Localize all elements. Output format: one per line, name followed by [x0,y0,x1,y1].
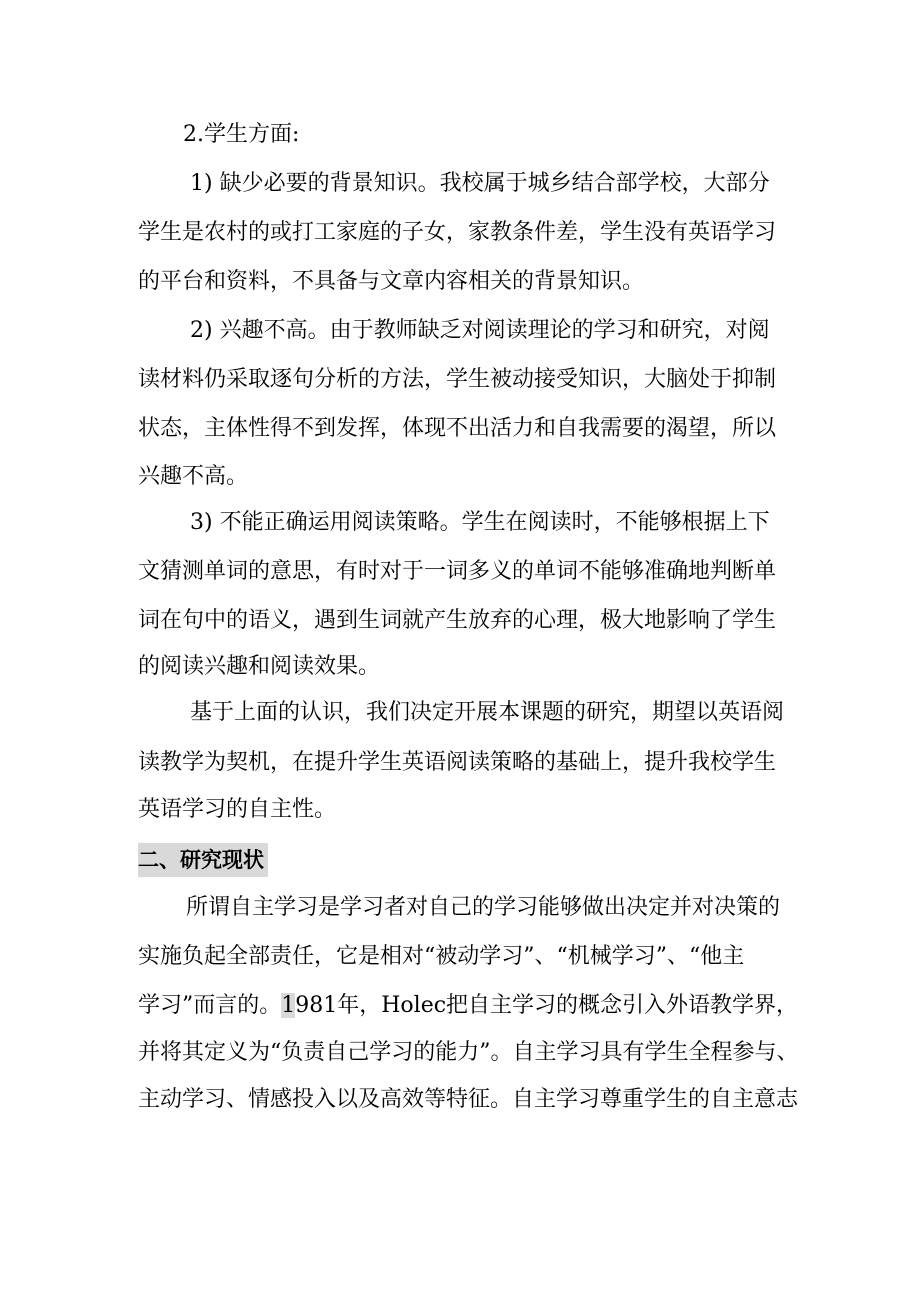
status-para-line-2: 实施负起全部责任，它是相对“被动学习”、“机械学习”、“他主 [138,944,745,969]
conclusion-line-2: 读教学为契机，在提升学生英语阅读策略的基础上，提升我校学生 [138,750,777,775]
subsection-title: 2.学生方面: [183,122,300,147]
item-3-line-1: 3) 不能正确运用阅读策略。学生在阅读时，不能够根据上下 [190,510,770,535]
item-3-line-2: 文猜测单词的意思，有时对于一词多义的单词不能够准确地判断单 [138,559,777,584]
status-para-line-1: 所谓自主学习是学习者对自己的学习能够做出决定并对决策的 [186,895,781,920]
item-3-line-4: 的阅读兴趣和阅读效果。 [138,654,381,679]
section-heading-research-status: 二、研究现状 [138,843,268,877]
item-1-line-1: 1) 缺少必要的背景知识。我校属于城乡结合部学校，大部分 [190,171,770,196]
status-para-line-4: 并将其定义为“负责自己学习的能力”。自主学习具有学生全程参与、 [138,1040,799,1065]
item-1-line-2: 学生是农村的或打工家庭的子女，家教条件差，学生没有英语学习 [138,220,777,245]
item-2-line-4: 兴趣不高。 [138,464,249,489]
highlighted-digit: 1 [281,993,296,1018]
item-2-line-1: 2) 兴趣不高。由于教师缺乏对阅读理论的学习和研究，对阅 [190,318,770,343]
item-2-line-3: 状态，主体性得不到发挥，体现不出活力和自我需要的渴望，所以 [138,416,777,441]
conclusion-line-3: 英语学习的自主性。 [138,797,337,822]
status-para-line-3-end: 981年，Holec把自主学习的概念引入外语教学界， [295,993,799,1018]
item-3-line-3: 词在句中的语义，遇到生词就产生放弃的心理，极大地影响了学生 [138,608,777,633]
item-1-line-3: 的平台和资料，不具备与文章内容相关的背景知识。 [138,269,645,294]
status-para-line-5: 主动学习、情感投入以及高效等特征。自主学习尊重学生的自主意志 [138,1087,799,1112]
conclusion-line-1: 基于上面的认识，我们决定开展本课题的研究，期望以英语阅 [190,700,785,725]
status-para-line-3-start: 学习”而言的。 [138,993,282,1018]
status-para-line-3 [138,991,798,1021]
item-2-line-2: 读材料仍采取逐句分析的方法，学生被动接受知识，大脑处于抑制 [138,367,777,392]
